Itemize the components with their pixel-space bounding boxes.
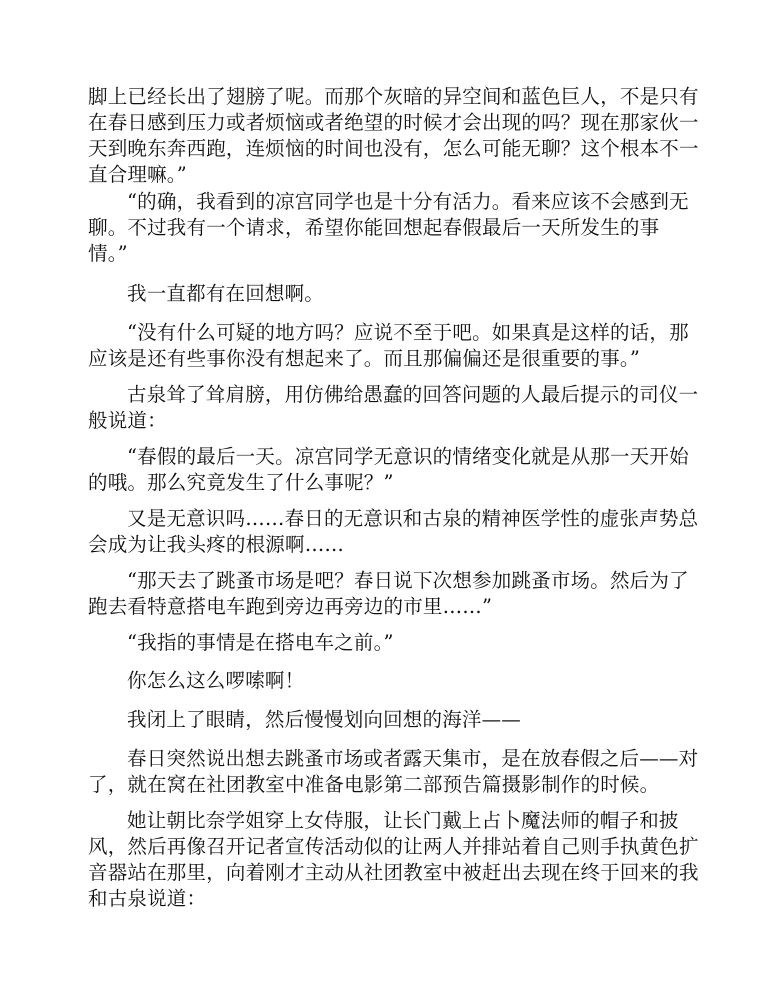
text-line: 应该是还有些事你没有想起来了。而且那偏偏还是很重要的事。” [88,347,641,370]
text-line: 又是无意识吗……春日的无意识和古泉的精神医学性的虚张声势总 [127,507,699,530]
paragraph-10 [88,668,678,694]
paragraph-5 [88,382,699,434]
text-line: “的确，我看到的凉宫同学也是十分有活力。看来应该不会感到无 [127,190,689,213]
text-line: 直合理嘛。” [88,163,187,186]
paragraph-12 [88,746,699,798]
text-line: “没有什么可疑的地方吗？应说不至于吧。如果真是这样的话，那 [127,321,689,344]
paragraph-8 [88,568,689,620]
paragraph-6 [88,444,689,496]
text-line: 风，然后再像召开记者宣传活动似的让两人并排站着自己则手执黄色扩 [88,835,699,858]
text-line: 音器站在那里，向着刚才主动从社团教室中被赶出去现在终于回来的我 [88,861,699,884]
text-line: 般说道： [88,409,167,432]
paragraph-9 [88,630,678,656]
text-line: 你怎么这么啰嗦啊！ [127,669,305,692]
text-line: “春假的最后一天。凉宫同学无意识的情绪变化就是从那一天开始 [127,445,689,468]
text-line: 脚上已经长出了翅膀了呢。而那个灰暗的异空间和蓝色巨人，不是只有 [88,85,699,108]
paragraph-3 [88,281,678,307]
text-line: 我一直都有在回想啊。 [127,282,325,305]
text-line: 了，就在窝在社团教室中准备电影第二部预告篇摄影制作的时候。 [88,773,660,796]
text-line: 跑去看特意搭电车跑到旁边再旁边的市里……” [88,595,493,618]
paragraph-4 [88,320,689,372]
text-line: “我指的事情是在搭电车之前。” [127,631,394,654]
text-line: 春日突然说出想去跳蚤市场或者露天集市，是在放春假之后——对 [127,747,699,770]
text-line: 和古泉说道： [88,887,207,910]
text-line: “那天去了跳蚤市场是吧？春日说下次想参加跳蚤市场。然后为了 [127,569,689,592]
paragraph-13 [88,808,699,912]
text-line: 聊。不过我有一个请求，希望你能回想起春假最后一天所发生的事 [88,216,660,239]
text-line: 我闭上了眼睛，然后慢慢划向回想的海洋—— [127,708,522,731]
text-line: 的哦。那么究竟发生了什么事呢？” [88,471,394,494]
text-line: 情。” [88,242,128,265]
text-line: 她让朝比奈学姐穿上女侍服，让长门戴上占卜魔法师的帽子和披 [127,809,679,832]
text-line: 会成为让我头疼的根源啊…… [88,533,345,556]
paragraph-11 [88,707,678,733]
text-line: 在春日感到压力或者烦恼或者绝望的时候才会出现的吗？现在那家伙一 [88,111,699,134]
text-line: 古泉耸了耸肩膀，用仿佛给愚蠢的回答问题的人最后提示的司仪一 [127,383,699,406]
paragraph-7 [88,506,699,558]
text-line: 天到晚东奔西跑，连烦恼的时间也没有，怎么可能无聊？这个根本不一 [88,137,699,160]
paragraph-2 [88,189,689,267]
paragraph-1 [88,84,699,188]
